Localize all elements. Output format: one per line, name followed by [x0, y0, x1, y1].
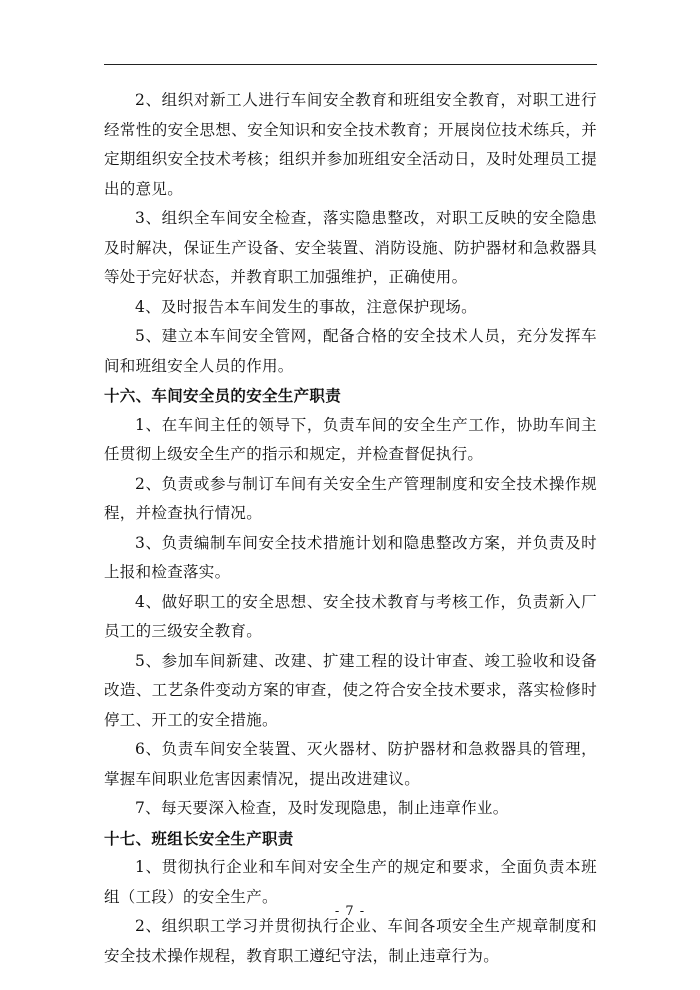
- paragraph: 7、每天要深入检查，及时发现隐患，制止违章作业。: [135, 799, 509, 817]
- section-heading: 十六、车间安全员的安全生产职责: [104, 386, 342, 405]
- section-heading: 十七、班组长安全生产职责: [104, 828, 294, 848]
- paragraph: 4、及时报告本车间发生的事故，注意保护现场。: [135, 297, 477, 316]
- paragraph: 1、在车间主任的领导下，负责车间的安全生产工作，协助车间主任贯彻上级安全生产的指示和规定，并检查督促执行。: [104, 415, 597, 463]
- paragraph: 2、负责或参与制订车间有关安全生产管理制度和安全技术操作规程，并检查执行情况。: [104, 474, 597, 522]
- paragraph: 2、组织职工学习并贯彻执行企业、车间各项安全生产规章制度和安全技术操作规程，教育职工遵纪守法，制止违章行为。: [104, 917, 597, 965]
- header-rule: [104, 64, 597, 65]
- paragraph: 3、组织全车间安全检查，落实隐患整改，对职工反映的安全隐患及时解决，保证生产设备、安全装置、消防设施、防护器材和急救器具等处于完好状态，并教育职工加强维护，正确使用。: [104, 209, 597, 286]
- paragraph: 2、组织对新工人进行车间安全教育和班组安全教育，对职工进行经常性的安全思想、安全知识和安全技术教育；开展岗位技术练兵，并定期组织安全技术考核；组织并参加班组安全活动日，及时处理员工提出的意见。: [104, 91, 597, 198]
- paragraph: 6、负责车间安全装置、灭火器材、防护器材和急救器具的管理，掌握车间职业危害因素情况，提出改进建议。: [104, 740, 597, 788]
- paragraph: 3、负责编制车间安全技术措施计划和隐患整改方案，并负责及时上报和检查落实。: [104, 533, 597, 581]
- paragraph: 1、贯彻执行企业和车间对安全生产的规定和要求，全面负责本班组（工段）的安全生产。: [104, 858, 597, 906]
- paragraph: 5、参加车间新建、改建、扩建工程的设计审查、竣工验收和设备改造、工艺条件变动方案的审查，使之符合安全技术要求，落实检修时停工、开工的安全措施。: [104, 651, 597, 729]
- paragraph: 4、做好职工的安全思想、安全技术教育与考核工作，负责新入厂员工的三级安全教育。: [104, 592, 597, 640]
- paragraph: 5、建立本车间安全管网，配备合格的安全技术人员，充分发挥车间和班组安全人员的作用。: [104, 327, 597, 375]
- page-number: - 7 -: [334, 904, 366, 919]
- document-body: [104, 86, 597, 971]
